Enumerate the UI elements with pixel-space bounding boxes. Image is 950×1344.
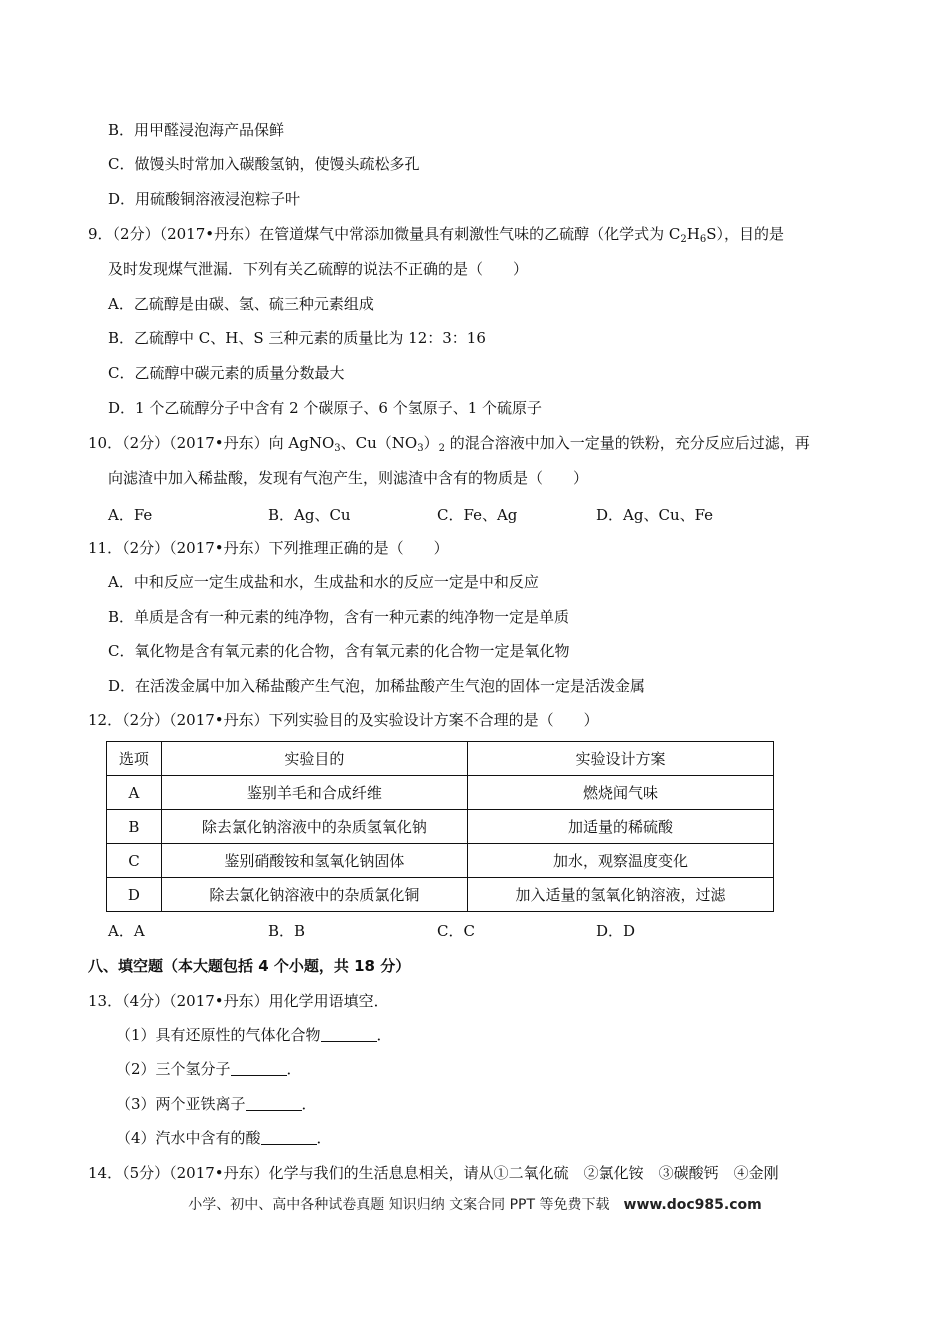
q8-option-d: D．用硫酸铜溶液浸泡粽子叶 [108, 190, 301, 208]
q12-experiment-table [106, 741, 774, 912]
q9-option-c: C．乙硫醇中碳元素的质量分数最大 [108, 364, 345, 382]
table-cell: 燃烧闻气味 [467, 776, 773, 810]
q12-option-d: D．D [596, 922, 636, 940]
q13-item-1: （1）具有还原性的气体化合物 ． [116, 1026, 392, 1044]
table-row [107, 810, 774, 844]
q9-stem-line2: 及时发现煤气泄漏．下列有关乙硫醇的说法不正确的是（ ） [108, 260, 529, 278]
answer-blank[interactable] [321, 1027, 377, 1042]
q10-stem-line2: 向滤渣中加入稀盐酸，发现有气泡产生，则滤渣中含有的物质是（ ） [108, 469, 589, 487]
q12-option-a: A．A [108, 922, 145, 940]
table-cell: 除去氯化钠溶液中的杂质氢氧化钠 [161, 810, 467, 844]
q10-option-a: A．Fe [108, 506, 153, 524]
footer-site-link[interactable]: www.doc985.com [623, 1197, 762, 1213]
table-cell: 鉴别硝酸铵和氢氧化钠固体 [161, 844, 467, 878]
q12-option-c: C．C [437, 922, 475, 940]
q13-item-4: （4）汽水中含有的酸 ． [116, 1129, 332, 1147]
answer-blank[interactable] [261, 1130, 317, 1145]
table-cell: 鉴别羊毛和合成纤维 [161, 776, 467, 810]
table-cell: C [107, 844, 162, 878]
table-row [107, 878, 774, 912]
q13-item-3: （3）两个亚铁离子 ． [116, 1095, 317, 1113]
table-header-cell: 选项 [107, 742, 162, 776]
q13-stem: 13．（4分）（2017•丹东）用化学用语填空． [88, 992, 389, 1010]
q12-stem: 12．（2分）（2017•丹东）下列实验目的及实验设计方案不合理的是（ ） [88, 711, 599, 729]
q14-stem: 14．（5分）（2017•丹东）化学与我们的生活息息相关，请从①二氧化硫 ②氯化铵 ③碳酸钙 ④金刚 [88, 1164, 779, 1182]
page-footer [0, 1194, 950, 1214]
answer-blank[interactable] [246, 1096, 302, 1111]
table-header-row [107, 742, 774, 776]
table-header-cell: 实验目的 [161, 742, 467, 776]
table-header-cell: 实验设计方案 [467, 742, 773, 776]
answer-blank[interactable] [231, 1061, 287, 1076]
q10-option-b: B．Ag、Cu [268, 506, 351, 524]
q10-stem-line1: 10．（2分）（2017•丹东）向 AgNO$_3$、$Cu(NO_3)_2$ 的混合溶液中加入一定量的铁粉，充分反应后过滤，再 [88, 434, 810, 454]
table-cell: 加水，观察温度变化 [467, 844, 773, 878]
footer-text: 小学、初中、高中各种试卷真题 知识归纳 文案合同 PPT 等免费下载 [188, 1197, 624, 1213]
q11-option-d: D．在活泼金属中加入稀盐酸产生气泡，加稀盐酸产生气泡的固体一定是活泼金属 [108, 677, 646, 695]
q8-option-b: B．用甲醛浸泡海产品保鲜 [108, 121, 285, 139]
q9-option-a: A．乙硫醇是由碳、氢、硫三种元素组成 [108, 295, 374, 313]
q13-item-2: （2）三个氢分子 ． [116, 1060, 302, 1078]
q9-stem-line1: 9．（2分）（2017•丹东）在管道煤气中常添加微量具有刺激性气味的乙硫醇（化学式为 $C_2H_6S$），目的是 [88, 225, 784, 245]
q11-stem: 11．（2分）（2017•丹东）下列推理正确的是（ ） [88, 539, 449, 557]
q9-option-b: B．乙硫醇中 C、H、S 三种元素的质量比为 12：3：16 [108, 329, 486, 347]
q11-option-b: B．单质是含有一种元素的纯净物，含有一种元素的纯净物一定是单质 [108, 608, 570, 626]
table-cell: 除去氯化钠溶液中的杂质氯化铜 [161, 878, 467, 912]
q11-option-c: C．氧化物是含有氧元素的化合物，含有氧元素的化合物一定是氧化物 [108, 642, 570, 660]
q11-option-a: A．中和反应一定生成盐和水，生成盐和水的反应一定是中和反应 [108, 573, 539, 591]
q8-option-c: C．做馒头时常加入碳酸氢钠，使馒头疏松多孔 [108, 155, 420, 173]
table-cell: A [107, 776, 162, 810]
section-heading: 八、填空题（本大题包括 4 个小题，共 18 分） [88, 957, 411, 975]
table-cell: D [107, 878, 162, 912]
table-cell: 加入适量的氢氧化钠溶液，过滤 [467, 878, 773, 912]
q9-option-d: D．1 个乙硫醇分子中含有 2 个碳原子、6 个氢原子、1 个硫原子 [108, 399, 543, 417]
q10-option-c: C．Fe、Ag [437, 506, 518, 524]
q12-option-b: B．B [268, 922, 306, 940]
table-row [107, 844, 774, 878]
table-row [107, 776, 774, 810]
table-cell: 加适量的稀硫酸 [467, 810, 773, 844]
q10-option-d: D．Ag、Cu、Fe [596, 506, 714, 524]
table-cell: B [107, 810, 162, 844]
